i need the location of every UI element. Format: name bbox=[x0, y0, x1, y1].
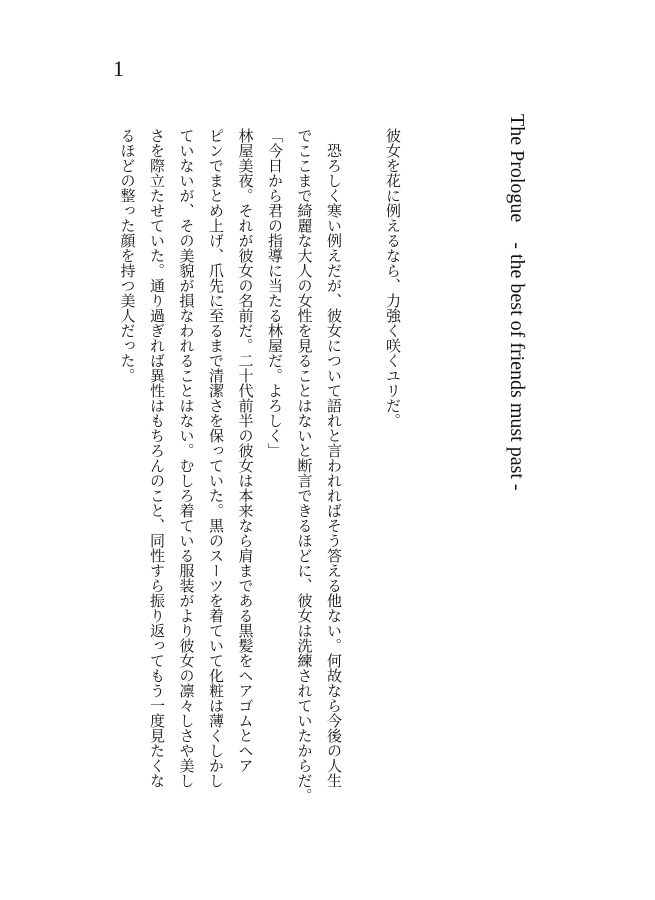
body-line: 彼女を花に例えるなら、力強く咲くユリだ。 bbox=[384, 128, 402, 428]
body-line: 林屋美夜。それが彼女の名前だ。二十代前半の彼女は本来なら肩まである黒髪をヘアゴムとヘア bbox=[236, 128, 255, 773]
body-line: ていないが、その美貌が損なわれることはない。むしろ着ている服装がより彼女の凛々しさや美し bbox=[177, 128, 196, 788]
body-line: ピンでまとめ上げ、爪先に至るまで清潔さを保っていた。黒のスーツを着ていて化粧は薄くしかし bbox=[207, 128, 225, 788]
page-number: 1 bbox=[113, 56, 124, 81]
body-line: でここまで綺麗な大人の女性を見ることはないと断言できるほどに、彼女は洗練されていたからだ。 bbox=[295, 128, 314, 803]
dialogue-line: 「今日から君の指導に当たる林屋だ。よろしく」 bbox=[266, 128, 284, 458]
chapter-title: The Prologue - the best of friends must past - bbox=[506, 114, 528, 491]
body-line: るほどの整った顔を持つ美人だった。 bbox=[118, 128, 137, 383]
body-line: さを際立たせていた。通り過ぎれば異性はもちろんのこと、同性すら振り返ってもう一度見たくな bbox=[148, 128, 166, 788]
body-line: 恐ろしく寒い例えだが、彼女について語れと言われればそう答える他ない。何故なら今後の人生 bbox=[325, 128, 343, 788]
blank-line bbox=[348, 128, 378, 778]
body-text bbox=[112, 128, 407, 803]
